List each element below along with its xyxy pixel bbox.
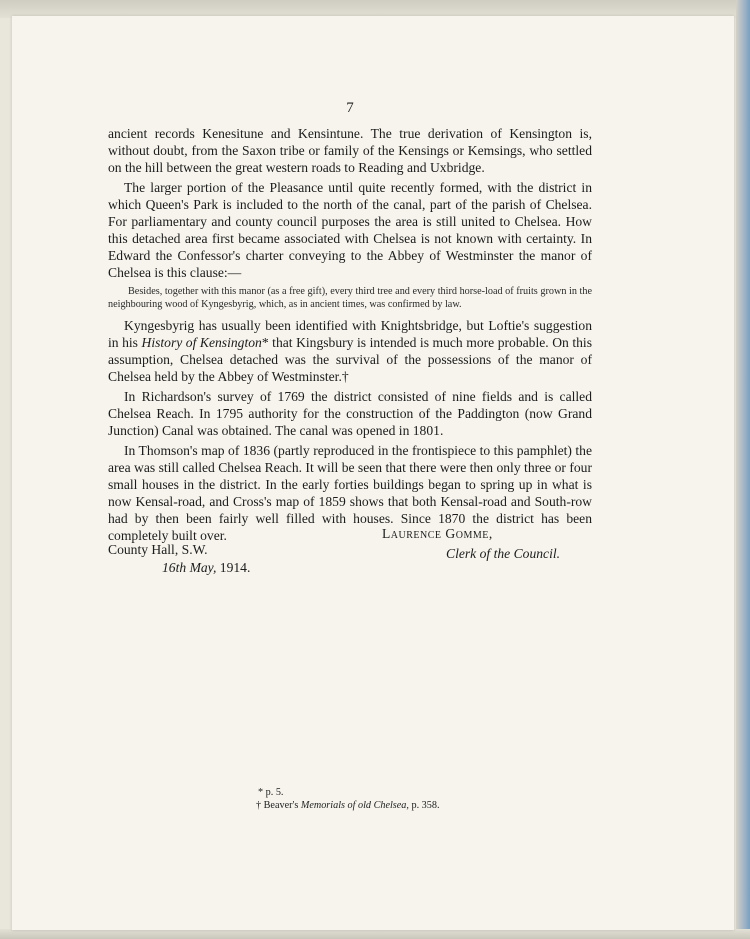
paragraph-kyngesbyrig: [108, 317, 592, 385]
signature-block: [108, 526, 568, 586]
paragraph-derivation: ancient records Kenesitune and Kensintune. The true derivation of Kensington is, without doubt, from the Saxon tribe or family of the Kensings or Kemsings, who settled on the hill between the great western roads to Reading and Uxbridge.: [108, 126, 592, 175]
kyngesbyrig-text-start: Kyngesbyrig has usually been identified with Knightsbridge, but Loftie's suggestion in his: [108, 318, 592, 350]
footnote-2-title: Memorials of old Chelsea,: [300, 800, 409, 811]
page-content: [108, 100, 592, 544]
footnote-2: [256, 799, 440, 812]
paragraph-pleasance: The larger portion of the Pleasance until quite recently formed, with the district in which Queen's Park is included to the north of the canal, part of the parish of Chelsea. For parliamentary and county council purposes the area is still united to Chelsea. How this detached area first became associated with Chelsea is not known with certainty. In Edward the Confessor's charter conveying to the Abbey of Westminster the manor of Chelsea is this clause:—: [108, 180, 592, 280]
signature-date: [162, 560, 250, 576]
signature-date-year: 1914.: [216, 560, 251, 575]
signature-date-day: 16th May,: [162, 560, 217, 575]
charter-quote: Besides, together with this manor (as a free gift), every third tree and every third horse-load of fruits grown in the neighbouring wood of Kyngesbyrig, which, as in ancient times, was confirmed by law.: [108, 286, 592, 310]
footnote-2-prefix: † Beaver's: [256, 800, 301, 811]
scan-edge-bottom: [0, 929, 750, 939]
signature-place: County Hall, S.W.: [108, 542, 208, 557]
paragraph-thomson: In Thomson's map of 1836 (partly reproduced in the frontispiece to this pamphlet) the area was still called Chelsea Reach. It will be seen that there were then only three or four small houses in the district. In the early forties buildings began to spring up in what is now Kensal-road, and Cross's map of 1859 shows that both Kensal-road and South-row had by then been fairly well filled with houses. Since 1870 the district has been completely built over.: [108, 443, 592, 543]
scan-edge-right: [736, 0, 750, 939]
footnote-2-suffix: p. 358.: [408, 800, 440, 811]
signatory-name: Laurence Gomme,: [382, 526, 493, 541]
footnote-1: * p. 5.: [258, 787, 284, 798]
signatory-title: Clerk of the Council.: [446, 546, 561, 561]
page-number: 7: [346, 100, 354, 116]
book-title-kensington: History of Kensington: [141, 335, 262, 350]
footnotes: [256, 786, 440, 812]
paragraph-richardson: In Richardson's survey of 1769 the district consisted of nine fields and is called Chelsea Reach. In 1795 authority for the construction of the Paddington (now Grand Junction) Canal was obtained. The canal was opened in 1801.: [108, 389, 592, 438]
kyngesbyrig-text-end: * that Kingsbury is intended is much more probable. On this assumption, Chelsea detached was the survival of the possessions of the manor of Chelsea held by the Abbey of Westminster.†: [108, 335, 592, 384]
